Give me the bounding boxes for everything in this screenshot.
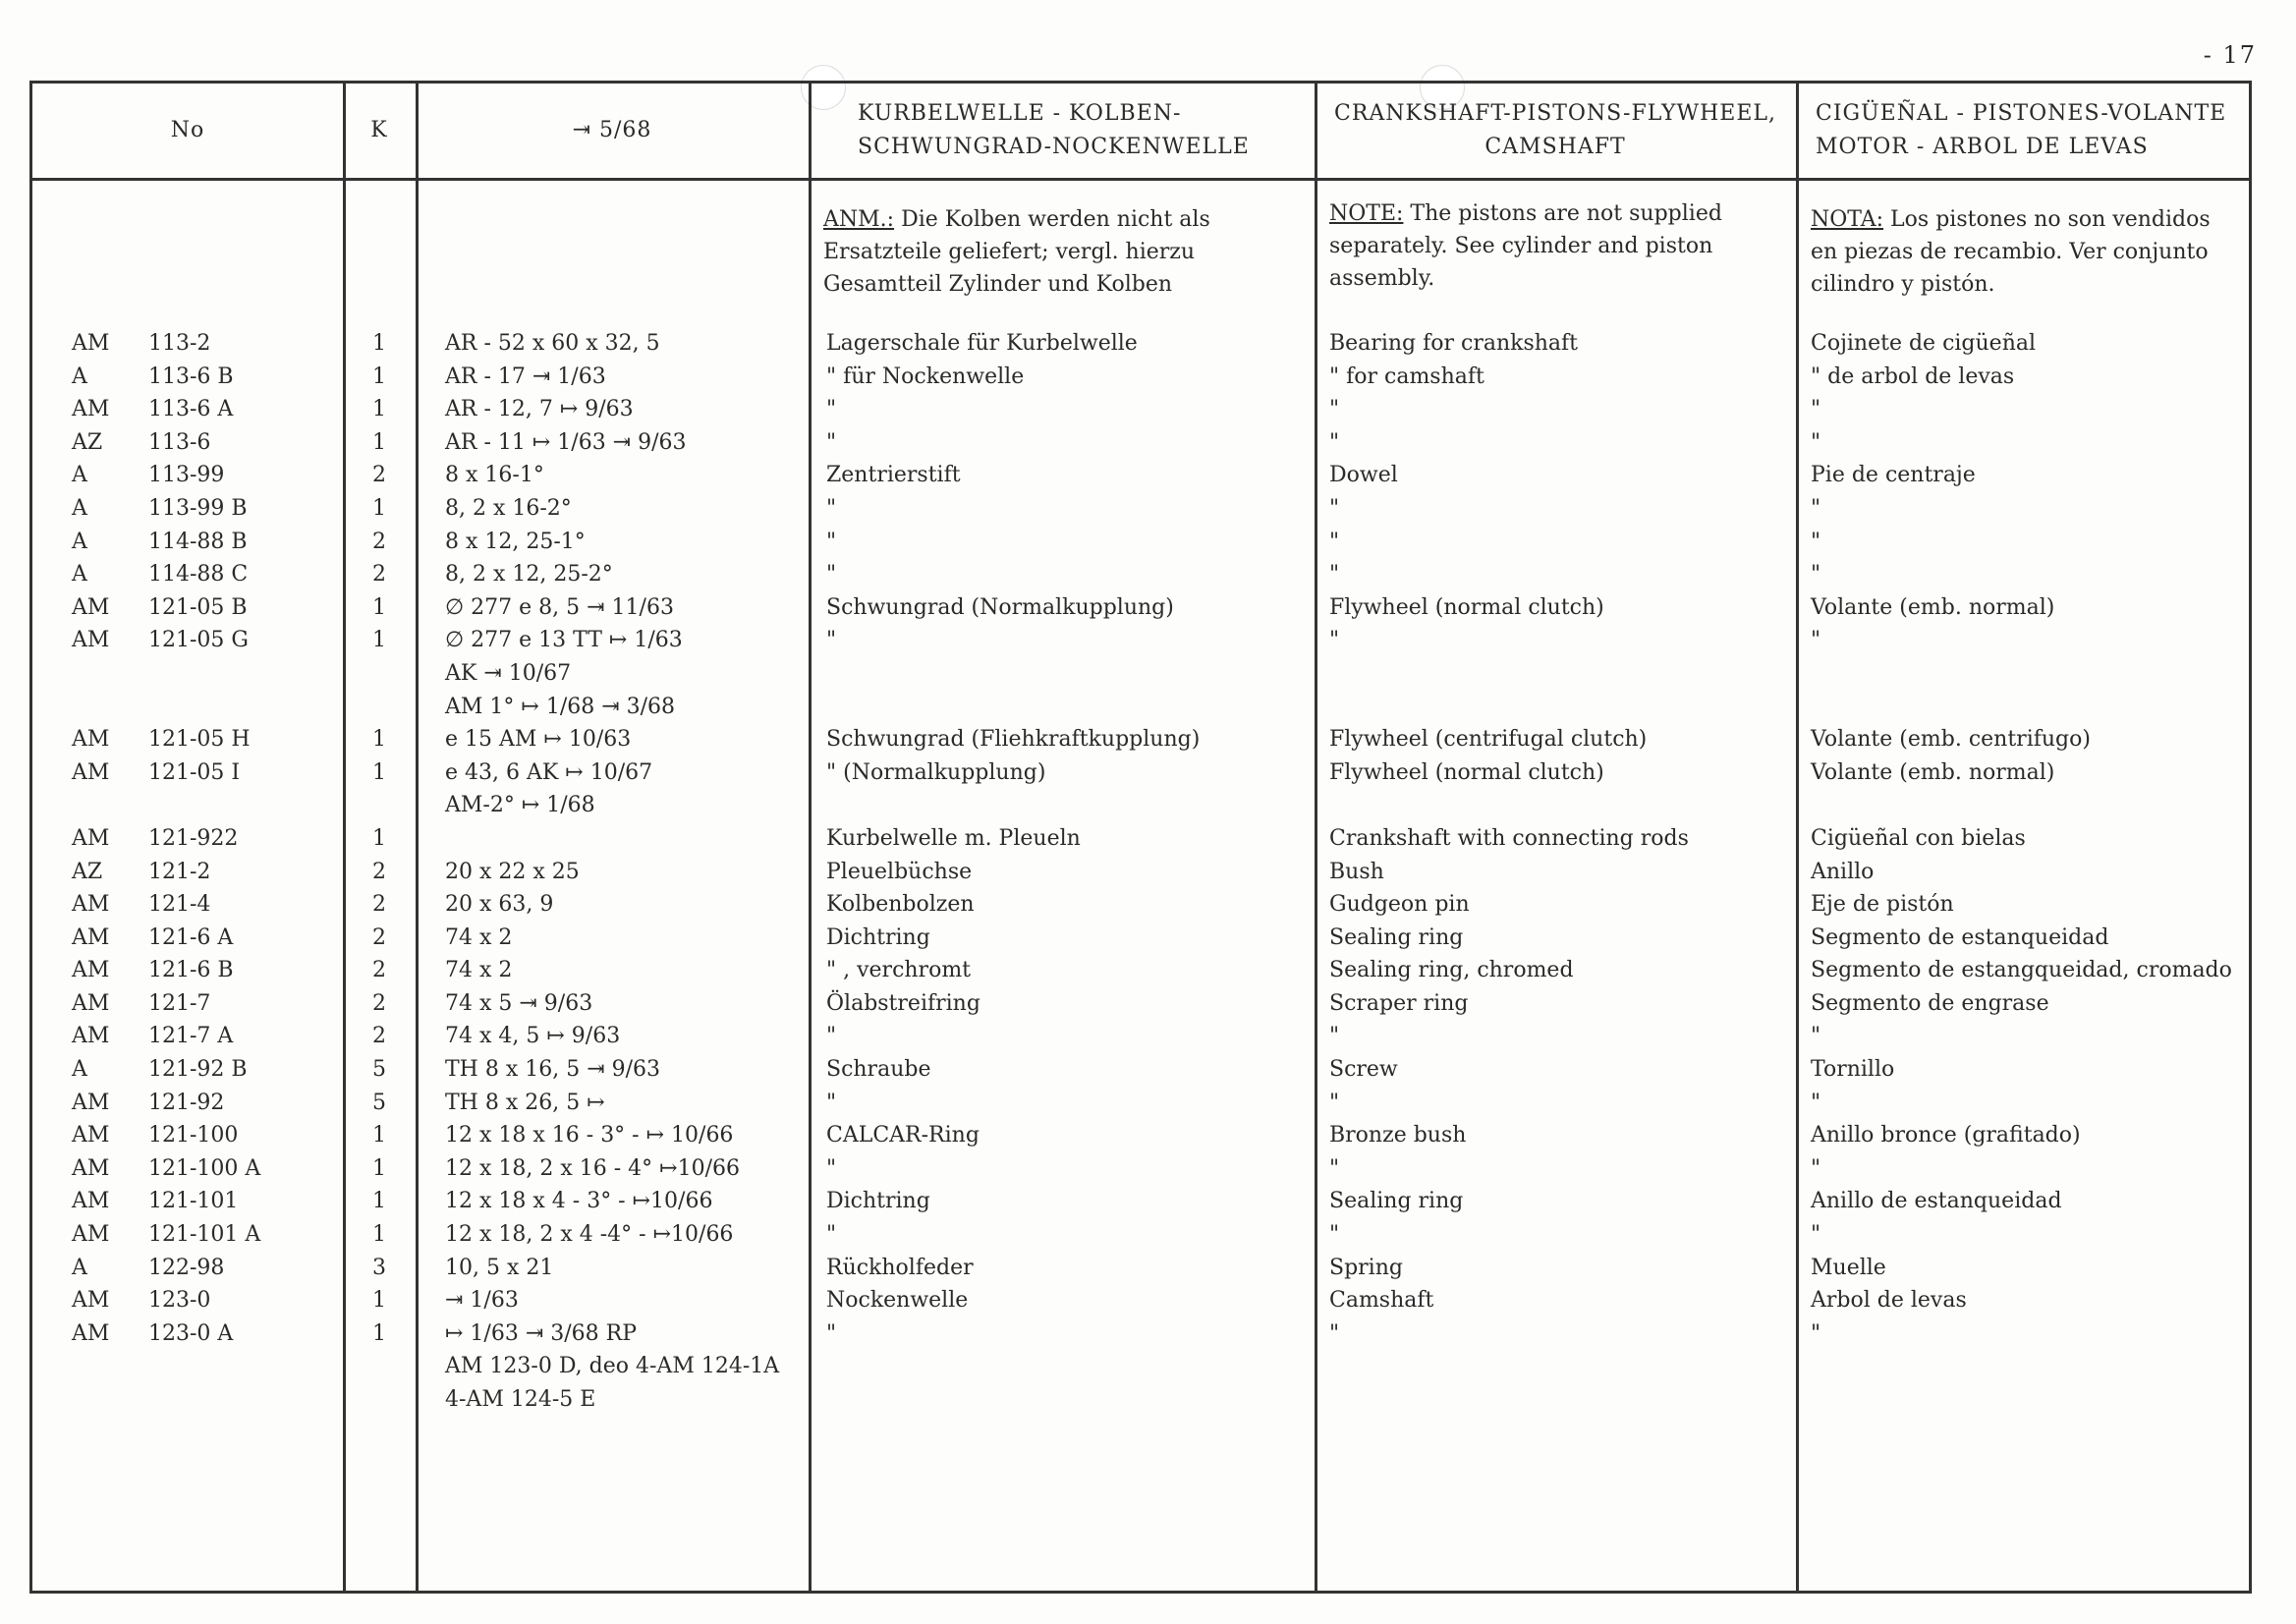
english-cell: " for camshaft	[1329, 364, 1484, 389]
english-cell: Bearing for crankshaft	[1329, 331, 1579, 356]
german-cell: Dichtring	[826, 1189, 930, 1214]
prefix-cell: AM	[72, 1123, 110, 1148]
spanish-cell: Eje de pistón	[1811, 892, 1954, 918]
quantity-cell: 1	[372, 397, 386, 422]
part-number-cell: 121-6 A	[148, 924, 234, 950]
quantity-cell: 2	[372, 924, 386, 950]
part-number-cell: 121-100	[148, 1123, 239, 1148]
quantity-cell: 2	[372, 990, 386, 1016]
part-number-cell: 113-2	[148, 331, 211, 356]
table-row	[32, 459, 2249, 492]
english-cell: Dowel	[1329, 463, 1398, 488]
part-number-cell: 121-6 B	[148, 958, 234, 983]
spec-cell: 4-AM 124-5 E	[445, 1387, 596, 1412]
prefix-cell: AM	[72, 1320, 110, 1346]
table-row	[32, 1119, 2249, 1152]
spec-cell: TH 8 x 16, 5 ⇥ 9/63	[445, 1057, 661, 1083]
table-row	[32, 492, 2249, 526]
spec-cell: ∅ 277 e 13 TT ↦ 1/63	[445, 628, 683, 653]
german-cell: " für Nockenwelle	[826, 364, 1025, 389]
quantity-cell: 2	[372, 562, 386, 588]
part-number-cell: 121-4	[148, 892, 211, 918]
quantity-cell: 1	[372, 1288, 386, 1314]
table-row	[32, 1152, 2249, 1186]
spanish-cell: Segmento de estanqueidad	[1811, 924, 2109, 950]
spec-cell: 8 x 16-1°	[445, 463, 544, 488]
note-spanish: NOTA: Los pistones no son vendidos en piezas de recambio. Ver conjunto cilindro y pistón.	[1811, 207, 2211, 297]
spanish-cell: "	[1811, 628, 1821, 653]
table-row	[32, 1317, 2249, 1351]
german-cell: Schwungrad (Fliehkraftkupplung)	[826, 727, 1201, 753]
prefix-cell: AM	[72, 628, 110, 653]
quantity-cell: 2	[372, 1024, 386, 1049]
prefix-cell: AM	[72, 594, 110, 620]
quantity-cell: 1	[372, 1222, 386, 1248]
table-row	[32, 1350, 2249, 1383]
spec-cell: 12 x 18 x 4 - 3° - ↦10/66	[445, 1189, 713, 1214]
page-number: - 17	[2203, 41, 2257, 69]
german-cell: CALCAR-Ring	[826, 1123, 980, 1148]
spec-cell: 8, 2 x 12, 25-2°	[445, 562, 613, 588]
prefix-cell: A	[72, 1255, 87, 1280]
german-cell: Lagerschale für Kurbelwelle	[826, 331, 1138, 356]
german-cell: Nockenwelle	[826, 1288, 969, 1314]
quantity-cell: 5	[372, 1090, 386, 1115]
table-row	[32, 393, 2249, 426]
spanish-cell: Cigüeñal con bielas	[1811, 825, 2026, 851]
prefix-cell: AM	[72, 990, 110, 1016]
quantity-cell: 1	[372, 495, 386, 521]
spec-cell: 12 x 18, 2 x 4 -4° - ↦10/66	[445, 1222, 734, 1248]
prefix-cell: AZ	[72, 859, 103, 884]
quantity-cell: 1	[372, 628, 386, 653]
spanish-cell: Segmento de estangqueidad, cromado	[1811, 958, 2232, 983]
prefix-cell: AM	[72, 1189, 110, 1214]
german-cell: Schwungrad (Normalkupplung)	[826, 594, 1174, 620]
part-number-cell: 113-6 B	[148, 364, 234, 389]
table-row	[32, 1252, 2249, 1285]
prefix-cell: AM	[72, 825, 110, 851]
spec-cell: ⇥ 1/63	[445, 1288, 519, 1314]
table-row	[32, 987, 2249, 1021]
english-cell: Flywheel (normal clutch)	[1329, 594, 1604, 620]
spec-cell: e 15 AM ↦ 10/63	[445, 727, 632, 753]
prefix-cell: A	[72, 463, 87, 488]
table-row	[32, 1218, 2249, 1252]
quantity-cell: 1	[372, 364, 386, 389]
german-cell: Pleuelbüchse	[826, 859, 973, 884]
table-row	[32, 591, 2249, 625]
parts-rows	[32, 327, 2249, 1417]
quantity-cell: 2	[372, 859, 386, 884]
german-cell: Rückholfeder	[826, 1255, 974, 1280]
spec-cell: 12 x 18, 2 x 16 - 4° ↦10/66	[445, 1155, 740, 1181]
prefix-cell: AM	[72, 958, 110, 983]
spec-cell: 8, 2 x 16-2°	[445, 495, 572, 521]
prefix-cell: AZ	[72, 429, 103, 455]
spanish-cell: Volante (emb. centrifugo)	[1811, 727, 2091, 753]
spec-cell: AR - 12, 7 ↦ 9/63	[445, 397, 634, 422]
quantity-cell: 1	[372, 331, 386, 356]
german-cell: "	[826, 1320, 837, 1346]
part-number-cell: 121-92 B	[148, 1057, 248, 1083]
prefix-cell: AM	[72, 1090, 110, 1115]
quantity-cell: 1	[372, 594, 386, 620]
english-cell: "	[1329, 1090, 1340, 1115]
german-cell: "	[826, 562, 837, 588]
spanish-cell: "	[1811, 1024, 1821, 1049]
table-row	[32, 1020, 2249, 1053]
spec-cell: 10, 5 x 21	[445, 1255, 554, 1280]
spanish-cell: "	[1811, 1155, 1821, 1181]
prefix-cell: A	[72, 495, 87, 521]
prefix-cell: AM	[72, 759, 110, 785]
german-cell: "	[826, 1155, 837, 1181]
english-cell: Screw	[1329, 1057, 1398, 1083]
german-cell: "	[826, 529, 837, 554]
spec-cell: AR - 17 ⇥ 1/63	[445, 364, 606, 389]
table-row	[32, 526, 2249, 559]
quantity-cell: 2	[372, 529, 386, 554]
german-cell: Schraube	[826, 1057, 931, 1083]
part-number-cell: 113-99 B	[148, 495, 248, 521]
spanish-cell: "	[1811, 495, 1821, 521]
table-row	[32, 954, 2249, 987]
table-row	[32, 1087, 2249, 1120]
spanish-cell: "	[1811, 1222, 1821, 1248]
spec-cell: 74 x 2	[445, 958, 513, 983]
table-row	[32, 922, 2249, 955]
quantity-cell: 2	[372, 892, 386, 918]
prefix-cell: A	[72, 529, 87, 554]
spanish-cell: Muelle	[1811, 1255, 1886, 1280]
english-cell: "	[1329, 562, 1340, 588]
table-row	[32, 426, 2249, 460]
english-cell: Flywheel (centrifugal clutch)	[1329, 727, 1648, 753]
spec-cell: e 43, 6 AK ↦ 10/67	[445, 759, 653, 785]
part-number-cell: 113-6	[148, 429, 211, 455]
table-row	[32, 1383, 2249, 1417]
quantity-cell: 2	[372, 958, 386, 983]
english-cell: Sealing ring	[1329, 924, 1464, 950]
prefix-cell: AM	[72, 892, 110, 918]
table-row	[32, 1053, 2249, 1087]
spanish-cell: "	[1811, 397, 1821, 422]
english-cell: Crankshaft with connecting rods	[1329, 825, 1689, 851]
spec-cell: AM 1° ↦ 1/68 ⇥ 3/68	[445, 694, 676, 719]
table-row	[32, 822, 2249, 856]
quantity-cell: 5	[372, 1057, 386, 1083]
prefix-cell: A	[72, 364, 87, 389]
part-number-cell: 121-922	[148, 825, 239, 851]
prefix-cell: AM	[72, 331, 110, 356]
quantity-cell: 1	[372, 1320, 386, 1346]
english-cell: Bush	[1329, 859, 1384, 884]
part-number-cell: 113-99	[148, 463, 225, 488]
note-english: NOTE: The pistons are not supplied separately. See cylinder and piston assembly.	[1329, 201, 1722, 291]
english-cell: "	[1329, 628, 1340, 653]
parts-table	[29, 81, 2252, 1594]
prefix-cell: A	[72, 562, 87, 588]
spanish-cell: Volante (emb. normal)	[1811, 759, 2055, 785]
part-number-cell: 121-05 H	[148, 727, 251, 753]
part-number-cell: 121-100 A	[148, 1155, 261, 1181]
table-row	[32, 361, 2249, 394]
spec-cell: 74 x 2	[445, 924, 513, 950]
german-cell: Kolbenbolzen	[826, 892, 975, 918]
english-cell: "	[1329, 1320, 1340, 1346]
part-number-cell: 113-6 A	[148, 397, 234, 422]
header-divider	[32, 178, 2249, 181]
spanish-cell: Anillo bronce (grafitado)	[1811, 1123, 2081, 1148]
english-cell: "	[1329, 397, 1340, 422]
german-cell: Zentrierstift	[826, 463, 961, 488]
german-cell: " , verchromt	[826, 958, 972, 983]
part-number-cell: 114-88 B	[148, 529, 248, 554]
english-cell: "	[1329, 1222, 1340, 1248]
spanish-cell: "	[1811, 529, 1821, 554]
spec-cell: AK ⇥ 10/67	[445, 660, 572, 686]
english-cell: "	[1329, 1024, 1340, 1049]
spanish-cell: "	[1811, 1090, 1821, 1115]
german-cell: "	[826, 429, 837, 455]
note-german: ANM.: Die Kolben werden nicht als Ersatzteile geliefert; vergl. hierzu Gesamtteil Zylinder und Kolben	[823, 207, 1210, 297]
part-number-cell: 121-05 I	[148, 759, 241, 785]
part-number-cell: 121-101 A	[148, 1222, 261, 1248]
part-number-cell: 121-7	[148, 990, 211, 1016]
prefix-cell: AM	[72, 1288, 110, 1314]
spanish-cell: Pie de centraje	[1811, 463, 1976, 488]
part-number-cell: 114-88 C	[148, 562, 249, 588]
quantity-cell: 1	[372, 1155, 386, 1181]
table-row	[32, 327, 2249, 361]
table-row	[32, 888, 2249, 922]
spec-cell: 12 x 18 x 16 - 3° - ↦ 10/66	[445, 1123, 734, 1148]
table-row	[32, 756, 2249, 790]
spec-cell: AM-2° ↦ 1/68	[445, 793, 595, 818]
quantity-cell: 1	[372, 1189, 386, 1214]
table-row	[32, 691, 2249, 724]
table-row	[32, 558, 2249, 591]
german-cell: Ölabstreifring	[826, 990, 980, 1016]
english-cell: "	[1329, 495, 1340, 521]
spec-cell: 20 x 22 x 25	[445, 859, 580, 884]
german-cell: Kurbelwelle m. Pleueln	[826, 825, 1081, 851]
prefix-cell: AM	[72, 397, 110, 422]
english-cell: Sealing ring, chromed	[1329, 958, 1574, 983]
quantity-cell: 3	[372, 1255, 386, 1280]
header-no: No	[170, 118, 205, 142]
english-cell: "	[1329, 429, 1340, 455]
table-row	[32, 723, 2249, 756]
table-row	[32, 856, 2249, 889]
spec-cell: 20 x 63, 9	[445, 892, 554, 918]
part-number-cell: 123-0	[148, 1288, 211, 1314]
spanish-cell: Cojinete de cigüeñal	[1811, 331, 2037, 356]
header-validity: ⇥ 5/68	[572, 118, 652, 142]
spanish-cell: "	[1811, 1320, 1821, 1346]
prefix-cell: A	[72, 1057, 87, 1083]
prefix-cell: AM	[72, 1222, 110, 1248]
quantity-cell: 1	[372, 759, 386, 785]
spanish-cell: Anillo	[1811, 859, 1875, 884]
spanish-cell: Arbol de levas	[1811, 1288, 1967, 1314]
prefix-cell: AM	[72, 727, 110, 753]
spanish-cell: "	[1811, 429, 1821, 455]
header-german: KURBELWELLE - KOLBEN- SCHWUNGRAD-NOCKENWELLE	[858, 101, 1250, 159]
spanish-cell: Anillo de estanqueidad	[1811, 1189, 2062, 1214]
english-cell: "	[1329, 1155, 1340, 1181]
spanish-cell: Tornillo	[1811, 1057, 1895, 1083]
german-cell: "	[826, 1090, 837, 1115]
quantity-cell: 2	[372, 463, 386, 488]
part-number-cell: 121-7 A	[148, 1024, 234, 1049]
part-number-cell: 121-05 B	[148, 594, 248, 620]
part-number-cell: 121-101	[148, 1189, 239, 1214]
spanish-cell: " de arbol de levas	[1811, 364, 2015, 389]
part-number-cell: 121-2	[148, 859, 211, 884]
english-cell: "	[1329, 529, 1340, 554]
german-cell: "	[826, 495, 837, 521]
table-row	[32, 624, 2249, 657]
english-cell: Bronze bush	[1329, 1123, 1467, 1148]
table-row	[32, 1185, 2249, 1218]
english-cell: Spring	[1329, 1255, 1403, 1280]
quantity-cell: 1	[372, 429, 386, 455]
header-spanish: CIGÜEÑAL - PISTONES-VOLANTE MOTOR - ARBOL DE LEVAS	[1816, 101, 2227, 159]
german-cell: Dichtring	[826, 924, 930, 950]
spec-cell: 74 x 4, 5 ↦ 9/63	[445, 1024, 621, 1049]
part-number-cell: 123-0 A	[148, 1320, 234, 1346]
english-cell: Flywheel (normal clutch)	[1329, 759, 1604, 785]
prefix-cell: AM	[72, 1155, 110, 1181]
part-number-cell: 122-98	[148, 1255, 225, 1280]
quantity-cell: 1	[372, 1123, 386, 1148]
header-english: CRANKSHAFT-PISTONS-FLYWHEEL, CAMSHAFT	[1334, 101, 1776, 159]
spec-cell: AR - 52 x 60 x 32, 5	[445, 331, 660, 356]
german-cell: "	[826, 628, 837, 653]
spanish-cell: "	[1811, 562, 1821, 588]
german-cell: "	[826, 1024, 837, 1049]
german-cell: " (Normalkupplung)	[826, 759, 1046, 785]
header-k: K	[370, 118, 388, 142]
spec-cell: ∅ 277 e 8, 5 ⇥ 11/63	[445, 594, 674, 620]
spec-cell: 74 x 5 ⇥ 9/63	[445, 990, 593, 1016]
part-number-cell: 121-05 G	[148, 628, 249, 653]
german-cell: "	[826, 397, 837, 422]
table-row	[32, 789, 2249, 822]
table-row	[32, 657, 2249, 691]
spec-cell: AM 123-0 D, deo 4-AM 124-1A	[445, 1354, 780, 1379]
table-row	[32, 1284, 2249, 1317]
quantity-cell: 1	[372, 727, 386, 753]
german-cell: "	[826, 1222, 837, 1248]
spec-cell: TH 8 x 26, 5 ↦	[445, 1090, 605, 1115]
spec-cell: AR - 11 ↦ 1/63 ⇥ 9/63	[445, 429, 687, 455]
english-cell: Sealing ring	[1329, 1189, 1464, 1214]
quantity-cell: 1	[372, 825, 386, 851]
prefix-cell: AM	[72, 1024, 110, 1049]
english-cell: Scraper ring	[1329, 990, 1469, 1016]
spanish-cell: Segmento de engrase	[1811, 990, 2049, 1016]
part-number-cell: 121-92	[148, 1090, 225, 1115]
spec-cell: ↦ 1/63 ⇥ 3/68 RP	[445, 1320, 638, 1346]
prefix-cell: AM	[72, 924, 110, 950]
spec-cell: 8 x 12, 25-1°	[445, 529, 586, 554]
english-cell: Camshaft	[1329, 1288, 1434, 1314]
english-cell: Gudgeon pin	[1329, 892, 1470, 918]
spanish-cell: Volante (emb. normal)	[1811, 594, 2055, 620]
